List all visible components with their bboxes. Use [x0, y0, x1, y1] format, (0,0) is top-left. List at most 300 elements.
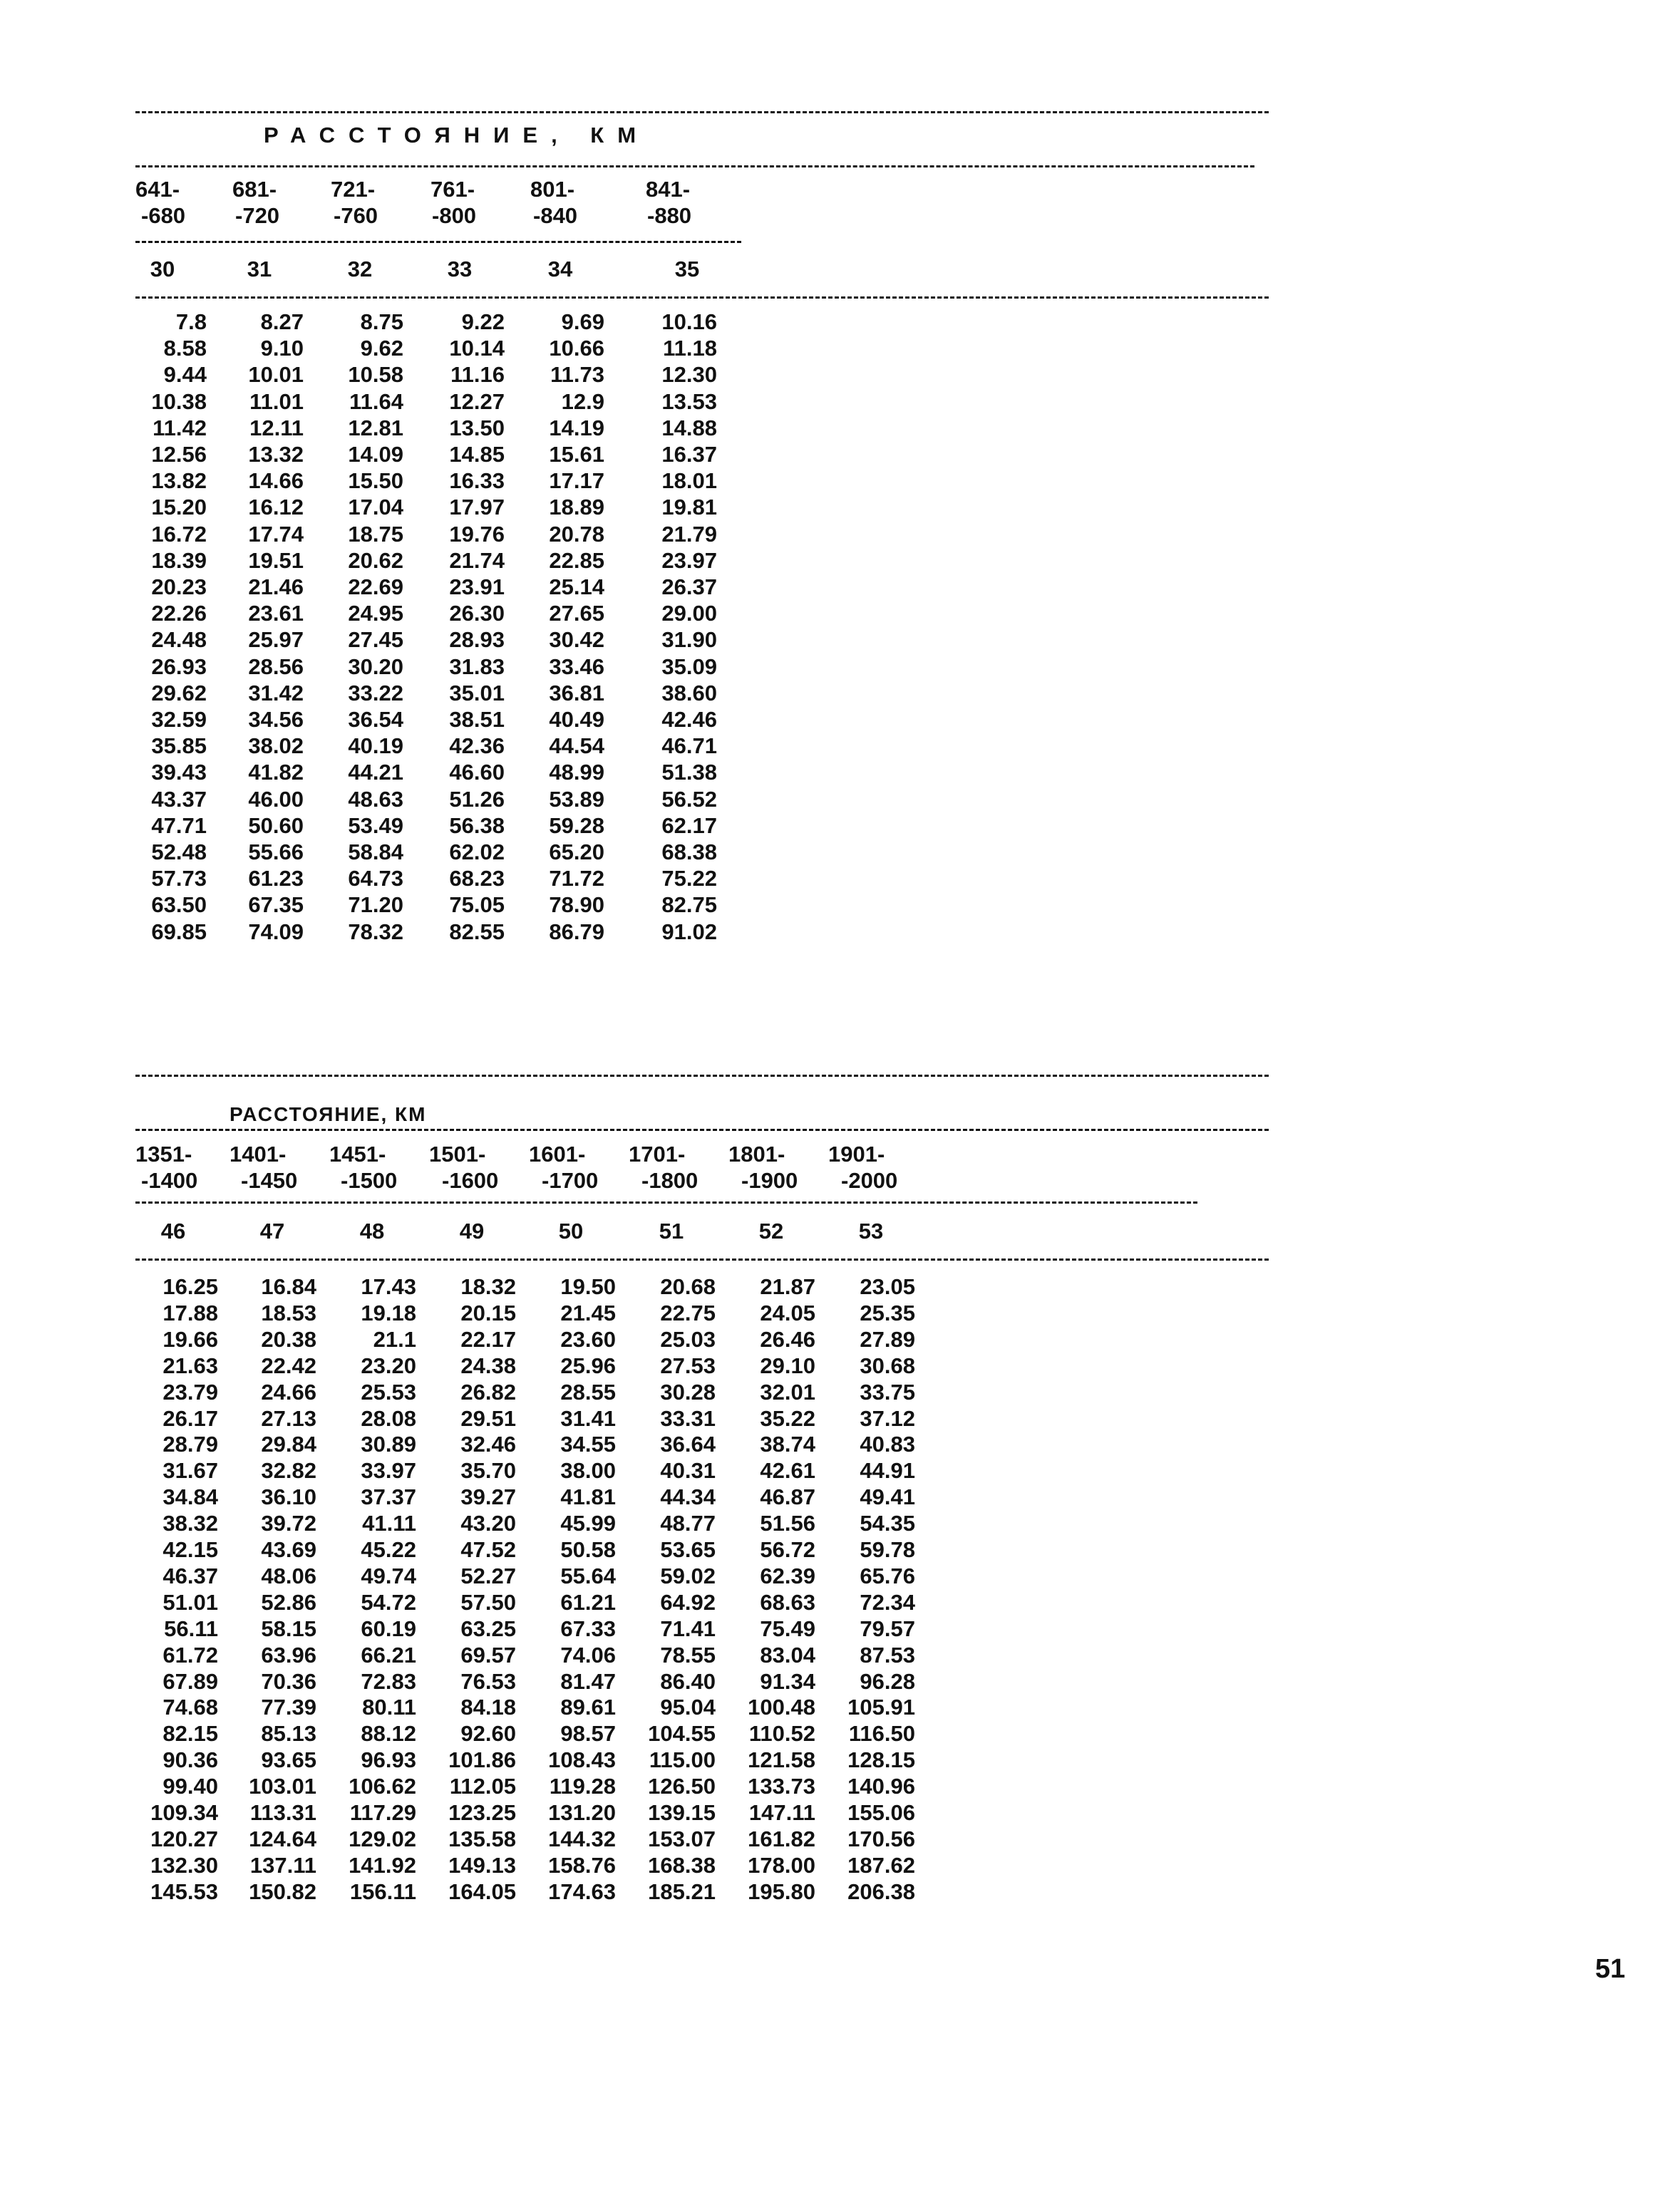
table-cell: 195.80 — [748, 1879, 815, 1904]
column-number: 49 — [459, 1219, 485, 1244]
table-cell: 23.05 — [860, 1274, 915, 1299]
table-cell: 83.04 — [760, 1643, 815, 1668]
table-cell: 24.66 — [261, 1380, 316, 1405]
table-cell: 129.02 — [349, 1826, 416, 1851]
table-cell: 24.48 — [151, 627, 207, 652]
table-cell: 17.17 — [549, 468, 604, 493]
column-number: 51 — [659, 1219, 684, 1244]
table-cell: 35.01 — [449, 681, 505, 706]
table-cell: 34.84 — [163, 1484, 218, 1509]
table-cell: 35.22 — [760, 1406, 815, 1431]
table-cell: 150.82 — [249, 1879, 316, 1904]
table-cell: 33.46 — [549, 654, 604, 679]
table-cell: 50.58 — [560, 1537, 616, 1562]
table-cell: 33.75 — [860, 1380, 915, 1405]
column-number: 47 — [259, 1219, 285, 1244]
table-cell: 103.01 — [249, 1774, 316, 1799]
table-cell: 121.58 — [748, 1747, 815, 1772]
table-cell: 59.78 — [860, 1537, 915, 1562]
table-cell: 49.41 — [860, 1484, 915, 1509]
table-cell: 18.53 — [261, 1301, 316, 1325]
table-cell: 41.82 — [248, 760, 304, 785]
table-cell: 62.17 — [661, 813, 717, 838]
table-cell: 39.43 — [151, 760, 207, 785]
table-cell: 21.45 — [560, 1301, 616, 1325]
table-cell: 20.78 — [549, 522, 604, 547]
table-cell: 39.27 — [460, 1484, 516, 1509]
table-cell: 74.06 — [560, 1643, 616, 1668]
table-cell: 34.56 — [248, 707, 304, 732]
table-cell: 58.15 — [261, 1616, 316, 1641]
table-cell: 35.70 — [460, 1458, 516, 1483]
table-cell: 36.64 — [660, 1432, 716, 1457]
table-cell: 68.63 — [760, 1590, 815, 1615]
table-cell: 88.12 — [361, 1721, 416, 1746]
table-cell: 8.27 — [260, 309, 304, 334]
table-cell: 74.68 — [163, 1695, 218, 1720]
table-cell: 87.53 — [860, 1643, 915, 1668]
table-cell: 37.37 — [361, 1484, 416, 1509]
table-cell: 16.33 — [449, 468, 505, 493]
table-cell: 78.55 — [660, 1643, 716, 1668]
table-cell: 104.55 — [648, 1721, 716, 1746]
range-from: 1351- — [135, 1142, 192, 1167]
table-cell: 18.75 — [348, 522, 403, 547]
table-cell: 27.89 — [860, 1327, 915, 1352]
table-cell: 206.38 — [847, 1879, 915, 1904]
table2-title: РАССТОЯНИЕ, КМ — [230, 1103, 427, 1125]
table-cell: 187.62 — [847, 1853, 915, 1878]
table-cell: 56.52 — [661, 787, 717, 812]
table-cell: 26.17 — [163, 1406, 218, 1431]
table-cell: 38.32 — [163, 1511, 218, 1536]
table-cell: 20.23 — [151, 574, 207, 599]
table-cell: 15.20 — [151, 495, 207, 520]
table-cell: 98.57 — [560, 1721, 616, 1746]
table-cell: 48.99 — [549, 760, 604, 785]
range-to: -1450 — [241, 1168, 298, 1193]
table-cell: 56.72 — [760, 1537, 815, 1562]
range-from: 801- — [530, 177, 575, 202]
range-from: 1601- — [529, 1142, 586, 1167]
table-cell: 62.02 — [449, 839, 505, 864]
table-cell: 70.36 — [261, 1669, 316, 1694]
table-cell: 91.34 — [760, 1669, 815, 1694]
table-cell: 23.91 — [449, 574, 505, 599]
table-cell: 86.79 — [549, 919, 604, 944]
range-from: 1451- — [329, 1142, 386, 1167]
table-cell: 57.73 — [151, 866, 207, 891]
column-number: 31 — [247, 257, 272, 281]
table-cell: 25.53 — [361, 1380, 416, 1405]
table-cell: 78.90 — [549, 892, 604, 917]
table2-header-rule — [135, 1259, 1269, 1261]
table-cell: 66.21 — [361, 1643, 416, 1668]
table-cell: 54.72 — [361, 1590, 416, 1615]
table-cell: 61.72 — [163, 1643, 218, 1668]
column-number: 52 — [758, 1219, 784, 1244]
table-cell: 31.83 — [449, 654, 505, 679]
table-cell: 67.33 — [560, 1616, 616, 1641]
table-cell: 53.65 — [660, 1537, 716, 1562]
table-cell: 14.09 — [348, 442, 403, 467]
range-to: -880 — [647, 203, 692, 228]
table-cell: 28.08 — [361, 1406, 416, 1431]
table-cell: 25.14 — [549, 574, 604, 599]
table-cell: 30.28 — [660, 1380, 716, 1405]
table-cell: 51.38 — [661, 760, 717, 785]
table-cell: 133.73 — [748, 1774, 815, 1799]
range-to: -1400 — [141, 1168, 198, 1193]
table-cell: 12.11 — [249, 415, 304, 440]
table-cell: 109.34 — [150, 1800, 218, 1825]
table-cell: 20.38 — [261, 1327, 316, 1352]
table-cell: 17.74 — [248, 522, 304, 547]
table-cell: 51.01 — [163, 1590, 218, 1615]
table-cell: 30.89 — [361, 1432, 416, 1457]
table-cell: 46.60 — [449, 760, 505, 785]
table-cell: 90.36 — [163, 1747, 218, 1772]
table-cell: 68.38 — [661, 839, 717, 864]
table-cell: 164.05 — [448, 1879, 516, 1904]
table-cell: 42.15 — [163, 1537, 218, 1562]
range-to: -1900 — [741, 1168, 798, 1193]
table-cell: 63.96 — [261, 1643, 316, 1668]
table-cell: 31.90 — [661, 627, 717, 652]
table1-range-rule — [135, 241, 741, 243]
table-cell: 52.27 — [460, 1564, 516, 1588]
column-number: 34 — [547, 257, 573, 281]
range-to: -1500 — [341, 1168, 398, 1193]
table-cell: 23.61 — [248, 601, 304, 626]
table-cell: 48.77 — [660, 1511, 716, 1536]
table-cell: 23.60 — [560, 1327, 616, 1352]
table-cell: 9.62 — [360, 336, 403, 361]
table-cell: 38.51 — [449, 707, 505, 732]
table-cell: 30.68 — [860, 1353, 915, 1378]
table-cell: 62.39 — [760, 1564, 815, 1588]
table-cell: 46.37 — [163, 1564, 218, 1588]
table-cell: 140.96 — [847, 1774, 915, 1799]
table-cell: 23.97 — [661, 548, 717, 573]
table-cell: 144.32 — [548, 1826, 616, 1851]
table-cell: 38.02 — [248, 733, 304, 758]
table-cell: 61.23 — [248, 866, 304, 891]
table-cell: 100.48 — [748, 1695, 815, 1720]
table-cell: 51.56 — [760, 1511, 815, 1536]
column-number: 33 — [447, 257, 473, 281]
table-cell: 15.50 — [348, 468, 403, 493]
table-cell: 46.00 — [248, 787, 304, 812]
table-cell: 72.34 — [860, 1590, 915, 1615]
table-cell: 128.15 — [847, 1747, 915, 1772]
table-cell: 24.38 — [460, 1353, 516, 1378]
table-cell: 21.46 — [248, 574, 304, 599]
table-cell: 92.60 — [460, 1721, 516, 1746]
table-cell: 60.19 — [361, 1616, 416, 1641]
table-cell: 59.28 — [549, 813, 604, 838]
table-cell: 7.8 — [175, 309, 207, 334]
table-cell: 17.43 — [361, 1274, 416, 1299]
table-cell: 35.09 — [661, 654, 717, 679]
table-cell: 29.00 — [661, 601, 717, 626]
table-cell: 31.67 — [163, 1458, 218, 1483]
table-cell: 16.12 — [248, 495, 304, 520]
table-cell: 110.52 — [748, 1721, 815, 1746]
table-cell: 22.26 — [151, 601, 207, 626]
table-cell: 89.61 — [560, 1695, 616, 1720]
table-cell: 158.76 — [548, 1853, 616, 1878]
table-cell: 123.25 — [448, 1800, 516, 1825]
range-from: 761- — [431, 177, 475, 202]
table-cell: 10.38 — [151, 389, 207, 414]
table-cell: 65.76 — [860, 1564, 915, 1588]
table-cell: 108.43 — [548, 1747, 616, 1772]
table-cell: 61.21 — [560, 1590, 616, 1615]
table-cell: 8.75 — [360, 309, 403, 334]
table-cell: 13.53 — [661, 389, 717, 414]
table-cell: 43.69 — [261, 1537, 316, 1562]
table-cell: 40.49 — [549, 707, 604, 732]
table-cell: 132.30 — [150, 1853, 218, 1878]
table-cell: 20.68 — [660, 1274, 716, 1299]
column-number: 32 — [347, 257, 373, 281]
table-cell: 38.60 — [661, 681, 717, 706]
range-from: 1901- — [828, 1142, 885, 1167]
range-to: -2000 — [841, 1168, 898, 1193]
table-cell: 12.81 — [348, 415, 403, 440]
table-cell: 155.06 — [847, 1800, 915, 1825]
table-cell: 71.20 — [348, 892, 403, 917]
table-cell: 32.82 — [261, 1458, 316, 1483]
table-cell: 32.01 — [760, 1380, 815, 1405]
table-cell: 40.19 — [348, 733, 403, 758]
range-to: -760 — [334, 203, 378, 228]
table-cell: 46.87 — [760, 1484, 815, 1509]
column-number: 46 — [160, 1219, 186, 1244]
table-cell: 96.93 — [361, 1747, 416, 1772]
table-cell: 79.57 — [860, 1616, 915, 1641]
table-cell: 19.18 — [361, 1301, 416, 1325]
table-cell: 40.31 — [660, 1458, 716, 1483]
table-cell: 11.64 — [349, 389, 403, 414]
table-cell: 38.00 — [560, 1458, 616, 1483]
table-cell: 42.61 — [760, 1458, 815, 1483]
table-cell: 11.18 — [663, 336, 717, 361]
table-cell: 12.27 — [449, 389, 505, 414]
table-cell: 116.50 — [848, 1721, 915, 1746]
table-cell: 48.06 — [261, 1564, 316, 1588]
table-cell: 14.85 — [449, 442, 505, 467]
table-cell: 67.35 — [248, 892, 304, 917]
table-cell: 45.99 — [560, 1511, 616, 1536]
table-cell: 31.41 — [560, 1406, 616, 1431]
table-cell: 18.32 — [460, 1274, 516, 1299]
table-cell: 14.88 — [661, 415, 717, 440]
table-cell: 64.92 — [660, 1590, 716, 1615]
table-cell: 21.74 — [449, 548, 505, 573]
range-from: 841- — [646, 177, 691, 202]
range-to: -800 — [432, 203, 477, 228]
table-cell: 113.31 — [249, 1800, 316, 1825]
table-cell: 31.42 — [248, 681, 304, 706]
range-to: -1700 — [542, 1168, 599, 1193]
table-cell: 25.96 — [560, 1353, 616, 1378]
table-cell: 78.32 — [348, 919, 403, 944]
table-cell: 11.73 — [550, 362, 604, 387]
table-cell: 21.79 — [661, 522, 717, 547]
table-cell: 21.63 — [163, 1353, 218, 1378]
range-to: -840 — [533, 203, 578, 228]
table-cell: 14.19 — [549, 415, 604, 440]
column-number: 50 — [558, 1219, 584, 1244]
table-cell: 135.58 — [448, 1826, 516, 1851]
table-cell: 185.21 — [648, 1879, 716, 1904]
table-cell: 26.82 — [460, 1380, 516, 1405]
table-cell: 9.69 — [561, 309, 604, 334]
table-cell: 22.69 — [348, 574, 403, 599]
table-cell: 17.97 — [449, 495, 505, 520]
table-cell: 42.46 — [661, 707, 717, 732]
table-cell: 48.63 — [348, 787, 403, 812]
table-cell: 10.66 — [549, 336, 604, 361]
table-cell: 18.89 — [549, 495, 604, 520]
range-to: -680 — [141, 203, 186, 228]
table-cell: 139.15 — [648, 1800, 716, 1825]
table-cell: 33.97 — [361, 1458, 416, 1483]
table-cell: 29.51 — [460, 1406, 516, 1431]
table-cell: 52.48 — [151, 839, 207, 864]
table-cell: 170.56 — [847, 1826, 915, 1851]
table2-top-rule — [135, 1075, 1269, 1077]
table-cell: 74.09 — [248, 919, 304, 944]
range-from: 1401- — [230, 1142, 287, 1167]
table-cell: 13.50 — [449, 415, 505, 440]
range-from: 681- — [232, 177, 277, 202]
column-number: 35 — [674, 257, 700, 281]
table-cell: 38.74 — [760, 1432, 815, 1457]
table-cell: 30.42 — [549, 627, 604, 652]
table-cell: 85.13 — [261, 1721, 316, 1746]
table-cell: 65.20 — [549, 839, 604, 864]
table-cell: 19.76 — [449, 522, 505, 547]
table-cell: 24.05 — [760, 1301, 815, 1325]
table-cell: 53.49 — [348, 813, 403, 838]
table-cell: 11.01 — [249, 389, 304, 414]
table-cell: 126.50 — [648, 1774, 716, 1799]
table-cell: 161.82 — [748, 1826, 815, 1851]
table-cell: 53.89 — [549, 787, 604, 812]
table-cell: 41.11 — [362, 1511, 416, 1536]
table-cell: 52.86 — [261, 1590, 316, 1615]
table-cell: 19.50 — [560, 1274, 616, 1299]
table-cell: 71.41 — [660, 1616, 716, 1641]
table-cell: 77.39 — [261, 1695, 316, 1720]
table-cell: 17.88 — [163, 1301, 218, 1325]
table-cell: 22.75 — [660, 1301, 716, 1325]
table-cell: 10.58 — [348, 362, 403, 387]
table-cell: 21.87 — [760, 1274, 815, 1299]
table-cell: 137.11 — [249, 1853, 316, 1878]
table-cell: 30.20 — [348, 654, 403, 679]
table-cell: 86.40 — [660, 1669, 716, 1694]
table-cell: 11.42 — [153, 415, 207, 440]
table-cell: 32.46 — [460, 1432, 516, 1457]
range-from: 1701- — [629, 1142, 686, 1167]
table-cell: 9.22 — [461, 309, 505, 334]
table-cell: 82.55 — [449, 919, 505, 944]
table-cell: 26.30 — [449, 601, 505, 626]
table-cell: 106.62 — [349, 1774, 416, 1799]
table-cell: 145.53 — [150, 1879, 218, 1904]
page-number: 51 — [1595, 1954, 1626, 1984]
table-cell: 69.85 — [151, 919, 207, 944]
table-cell: 13.32 — [248, 442, 304, 467]
table-cell: 16.37 — [661, 442, 717, 467]
table-cell: 36.54 — [348, 707, 403, 732]
table-cell: 82.15 — [163, 1721, 218, 1746]
table-cell: 54.35 — [860, 1511, 915, 1536]
table-cell: 33.31 — [660, 1406, 716, 1431]
table-cell: 99.40 — [163, 1774, 218, 1799]
range-from: 1501- — [429, 1142, 486, 1167]
range-to: -720 — [235, 203, 280, 228]
table-cell: 58.84 — [348, 839, 403, 864]
table-cell: 36.81 — [549, 681, 604, 706]
table-cell: 50.60 — [248, 813, 304, 838]
table-cell: 56.11 — [164, 1616, 218, 1641]
column-number: 53 — [858, 1219, 884, 1244]
table-cell: 47.71 — [151, 813, 207, 838]
table-cell: 43.37 — [151, 787, 207, 812]
table-cell: 168.38 — [648, 1853, 716, 1878]
table-cell: 42.36 — [449, 733, 505, 758]
table-cell: 22.85 — [549, 548, 604, 573]
table-cell: 120.27 — [150, 1826, 218, 1851]
table-cell: 64.73 — [348, 866, 403, 891]
table-cell: 19.81 — [661, 495, 717, 520]
table-cell: 12.30 — [661, 362, 717, 387]
table-cell: 45.22 — [361, 1537, 416, 1562]
table-cell: 156.11 — [349, 1879, 416, 1904]
table-cell: 115.00 — [649, 1747, 716, 1772]
table-cell: 19.66 — [163, 1327, 218, 1352]
table-cell: 105.91 — [847, 1695, 915, 1720]
table-cell: 84.18 — [460, 1695, 516, 1720]
table-cell: 18.39 — [151, 548, 207, 573]
table-cell: 16.84 — [261, 1274, 316, 1299]
table-cell: 14.66 — [248, 468, 304, 493]
table-cell: 17.04 — [348, 495, 403, 520]
table1-header-rule — [135, 296, 1269, 299]
table-cell: 23.79 — [163, 1380, 218, 1405]
table-cell: 51.26 — [449, 787, 505, 812]
table-cell: 147.11 — [748, 1800, 815, 1825]
table-cell: 67.89 — [163, 1669, 218, 1694]
range-from: 641- — [135, 177, 180, 202]
table-cell: 41.81 — [560, 1484, 616, 1509]
table-cell: 33.22 — [348, 681, 403, 706]
table-cell: 44.34 — [660, 1484, 716, 1509]
table-cell: 47.52 — [460, 1537, 516, 1562]
table-cell: 13.82 — [151, 468, 207, 493]
table1-title: РАССТОЯНИЕ, КМ — [264, 123, 650, 148]
table-cell: 59.02 — [660, 1564, 716, 1588]
table-cell: 12.56 — [151, 442, 207, 467]
table-cell: 21.1 — [373, 1327, 416, 1352]
table-cell: 26.37 — [661, 574, 717, 599]
table-cell: 124.64 — [249, 1826, 316, 1851]
